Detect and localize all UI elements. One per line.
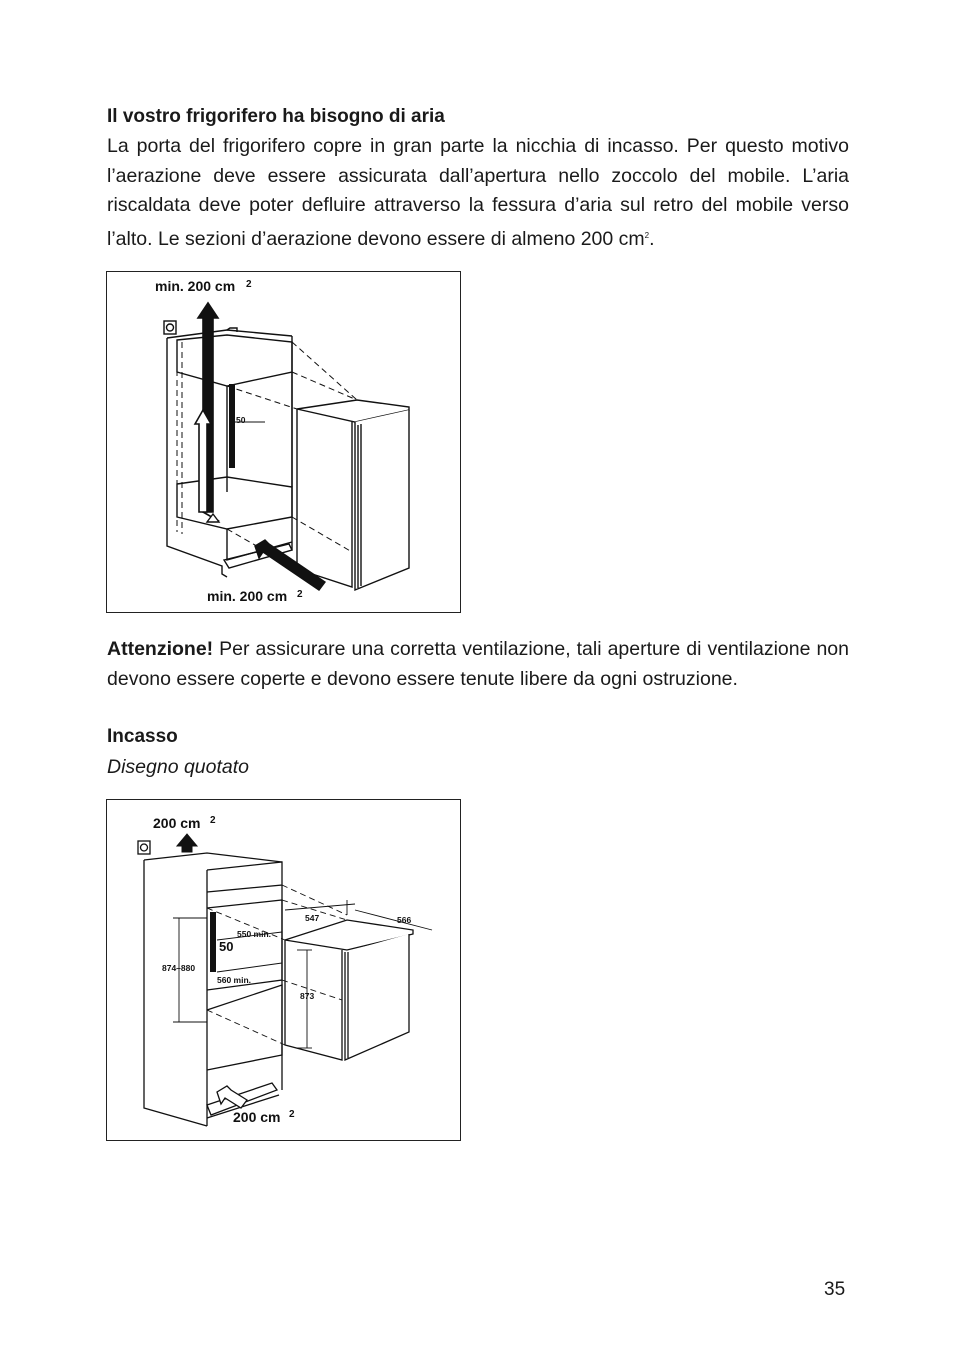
- fig2-label-bottom-sup: 2: [289, 1109, 295, 1120]
- fig2-dim-566: 566: [397, 915, 412, 925]
- section-heading-incasso: Incasso: [107, 726, 178, 747]
- fig1-label-top-sup: 2: [246, 279, 252, 290]
- fig2-dim-550: 550 min.: [237, 929, 272, 939]
- fig2-dim-560: 560 min.: [217, 975, 252, 985]
- air-paragraph: [107, 132, 849, 254]
- warning-label: Attenzione!: [107, 638, 214, 660]
- fig1-gap-dimension: 50: [236, 415, 246, 425]
- ventilation-diagram-svg: [107, 272, 460, 612]
- ventilation-diagram: [106, 271, 461, 613]
- warning-paragraph: [107, 635, 849, 694]
- fig1-label-top: min. 200 cm: [155, 278, 236, 294]
- fig2-label-bottom: 200 cm: [233, 1109, 281, 1125]
- air-paragraph-text: La porta del frigorifero copre in gran parte la nicchia di incasso. Per questo motivo l’aerazione deve essere assicurata dall’apertura nello zoccolo del mobile. L’aria riscaldata deve poter defluire attraverso la fessura d’aria sul retro del mobile verso l’alto. Le sezioni d’aerazione devono essere di almeno 200 cm: [107, 135, 849, 250]
- section-heading-air: Il vostro frigorifero ha bisogno di aria: [107, 106, 445, 127]
- air-paragraph-sup: 2: [644, 230, 650, 240]
- dimension-diagram-svg: [107, 800, 460, 1140]
- warning-text: Per assicurare una corretta ventilazione, tali aperture di ventilazione non devono essere coperte e devono essere tenute libere da ogni ostruzione.: [107, 638, 849, 690]
- fig2-dim-547: 547: [305, 913, 320, 923]
- fig2-dim-height-range: 874–880: [162, 963, 196, 973]
- dimension-diagram: [106, 799, 461, 1141]
- fig2-gap-dimension: 50: [219, 939, 234, 954]
- fig1-label-bottom-sup: 2: [297, 589, 303, 600]
- fig2-label-top: 200 cm: [153, 815, 201, 831]
- fig2-label-top-sup: 2: [210, 815, 216, 826]
- fig1-label-bottom: min. 200 cm: [207, 588, 288, 604]
- air-paragraph-end: .: [649, 227, 655, 250]
- subheading-disegno: Disegno quotato: [107, 756, 250, 778]
- page-number: 35: [824, 1279, 846, 1300]
- fig2-dim-873: 873: [300, 991, 315, 1001]
